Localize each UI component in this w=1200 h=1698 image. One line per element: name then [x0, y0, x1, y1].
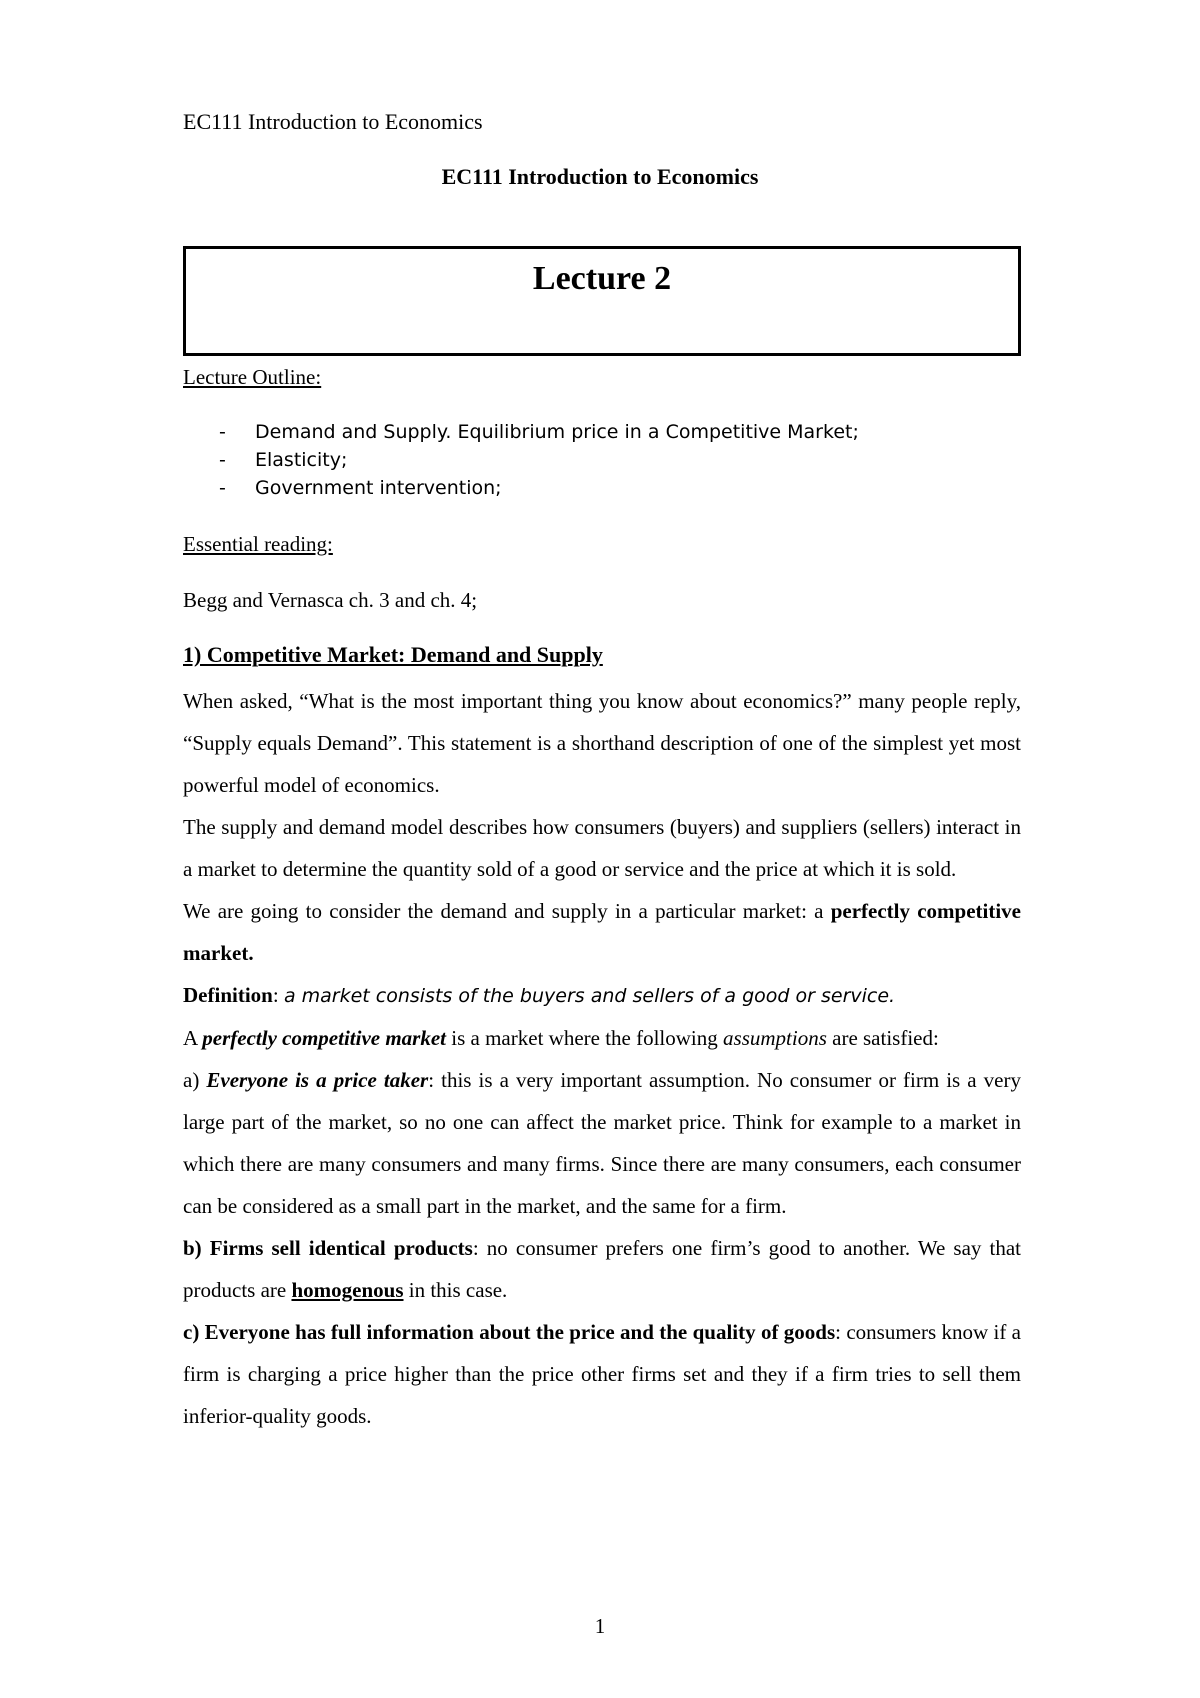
italic-term: assumptions: [723, 1026, 827, 1050]
assumption-c: [183, 1311, 1021, 1437]
assumption-b: [183, 1227, 1021, 1311]
assumption-text: : no consumer prefers one firm’s good to another. We say that products are: [183, 1236, 1021, 1302]
bullet-dash: -: [219, 449, 226, 471]
assumption-title: b) Firms sell identical products: [183, 1236, 473, 1260]
section-body: [183, 680, 1021, 1437]
bold-italic-term: perfectly competitive market: [202, 1026, 447, 1050]
outline-item: [183, 474, 1021, 502]
bold-punct: .: [248, 941, 254, 965]
outline-item-text: Demand and Supply. Equilibrium price in a Competitive Market;: [255, 421, 859, 443]
running-header: EC111 Introduction to Economics: [183, 109, 483, 134]
definition: [183, 974, 1021, 1017]
paragraph-text: is a market where the following: [446, 1026, 724, 1050]
essential-reading-text: Begg and Vernasca ch. 3 and ch. 4;: [183, 588, 478, 612]
underlined-term: homogenous: [291, 1278, 404, 1302]
paragraph-text: are satisfied:: [826, 1026, 939, 1050]
bold-term: perfectly competitive market: [183, 899, 1021, 965]
lecture-outline-label-line: [183, 363, 1021, 391]
lecture-title: Lecture 2: [532, 260, 672, 297]
lecture-outline-list: [183, 418, 1021, 502]
definition-text: a market consists of the buyers and sellers of a good or service.: [283, 985, 896, 1007]
page-number: 1: [594, 1614, 606, 1638]
essential-reading-label-line: [183, 530, 1021, 558]
document-title: EC111 Introduction to Economics: [441, 164, 759, 189]
essential-reading-label: Essential reading:: [183, 532, 333, 556]
definition-colon: :: [272, 983, 284, 1007]
definition-label: Definition: [183, 983, 273, 1007]
outline-item-text: Government intervention;: [255, 477, 502, 499]
lecture-title-box: [183, 246, 1021, 356]
assumption-text: in this case.: [403, 1278, 508, 1302]
outline-item: [183, 446, 1021, 474]
paragraph: [183, 1017, 1021, 1059]
outline-item: [183, 418, 1021, 446]
assumption-title: Everyone is a price taker: [206, 1068, 429, 1092]
assumption-text: : this is a very important assumption. No consumer or firm is a very large part of the market, so no one can affect the market price. Think for example to a market in which there are many consumers and many firms. Since there are many consumers, each consumer can be considered as a small part in the market, and the same for a firm.: [183, 1068, 1021, 1218]
bullet-dash: -: [219, 421, 226, 443]
assumption-a: [183, 1059, 1021, 1227]
bullet-dash: -: [219, 477, 226, 499]
paragraph-text: A: [183, 1026, 203, 1050]
paragraph-text: We are going to consider the demand and supply in a particular market: a: [183, 899, 831, 923]
assumption-title: c) Everyone has full information about the price and the quality of goods: [183, 1320, 836, 1344]
paragraph: [183, 890, 1021, 974]
section-heading: 1) Competitive Market: Demand and Supply: [183, 642, 603, 667]
outline-item-text: Elasticity;: [255, 449, 348, 471]
paragraph: The supply and demand model describes how consumers (buyers) and suppliers (sellers) interact in a market to determine the quantity sold of a good or service and the price at which it is sold.: [183, 815, 1021, 881]
lecture-outline-label: Lecture Outline:: [183, 365, 322, 389]
assumption-text: : consumers know if a firm is charging a price higher than the price other firms set and they if a firm tries to sell them inferior-quality goods.: [183, 1320, 1021, 1428]
paragraph: When asked, “What is the most important thing you know about economics?” many people reply, “Supply equals Demand”. This statement is a shorthand description of one of the simplest yet most powerful model of economics.: [183, 689, 1021, 797]
assumption-marker: a): [183, 1068, 207, 1092]
